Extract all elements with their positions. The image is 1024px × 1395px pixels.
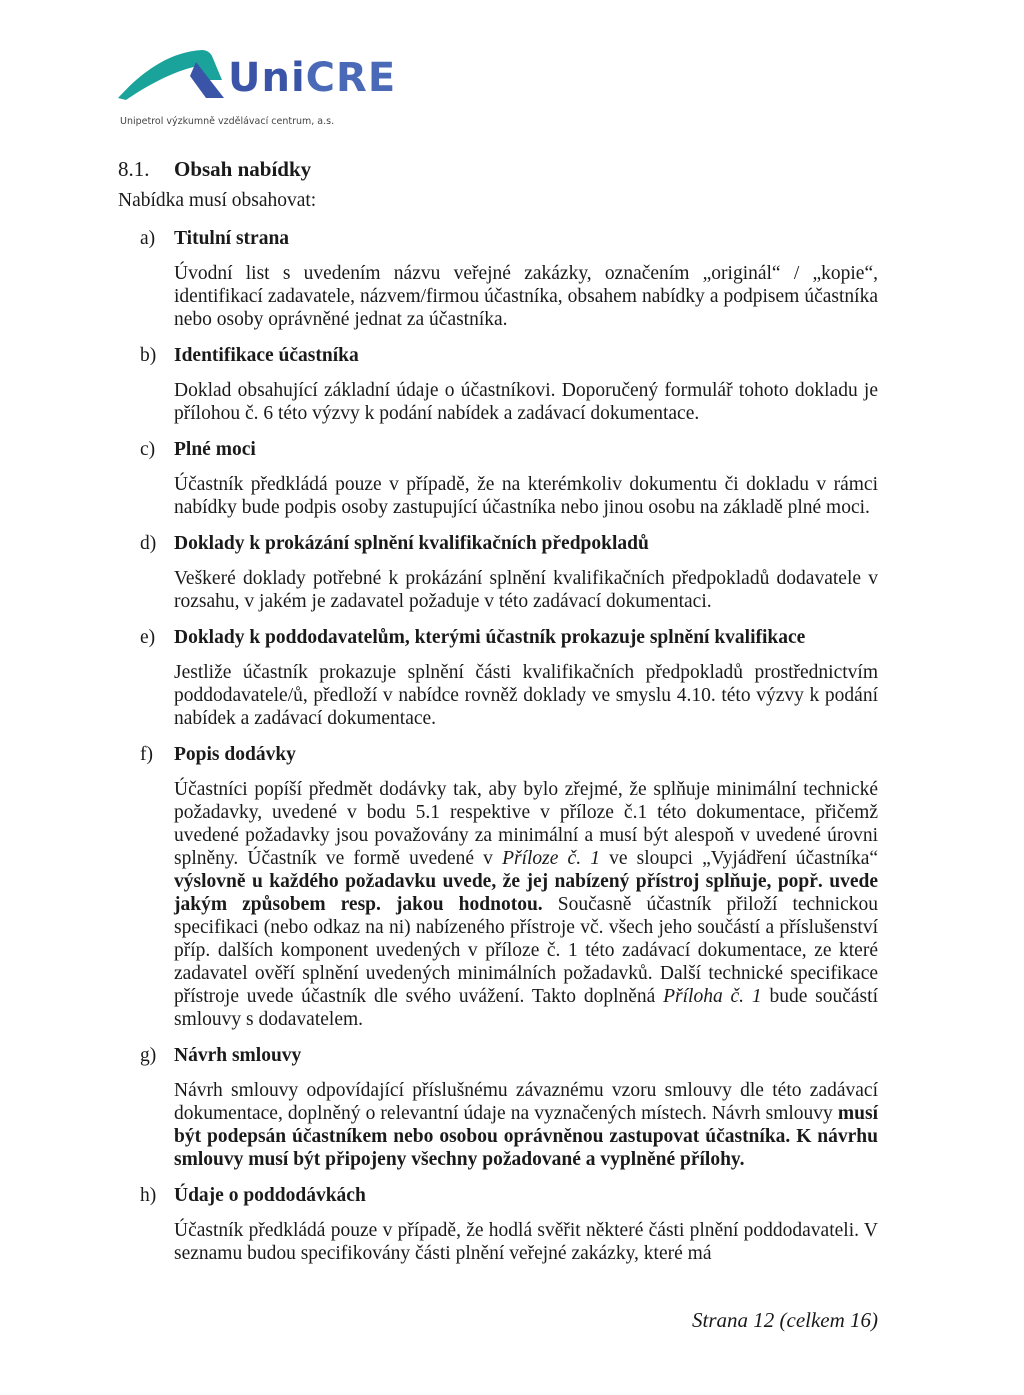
item-letter: a) xyxy=(140,228,156,249)
item-heading: c) Plné moci xyxy=(118,437,878,463)
list-item-d xyxy=(118,531,878,613)
list-item-a xyxy=(118,226,878,331)
item-body: Účastníci popíší předmět dodávky tak, aby bylo zřejmé, že splňuje minimální technické požadavky, uvedené v bodu 5.1 respektive v příloze č.1 této dokumentace, přičemž uvedené požadavky jsou považovány za minimální a musí být alespoň v uvedené úrovni splněny. Účastník ve formě uvedené v Příloze č. 1 ve sloupci „Vyjádření účastníka“ výslovně u každého požadavku uvede, že jej nabízený přístroj splňuje, popř. uvede jakým způsobem resp. jakou hodnotou. Současně účastník přiloží technickou specifikaci (nebo odkaz na ni) nabízeného přístroje vč. všech jeho součástí a příslušenství příp. dalších komponent uvedených v příloze č. 1 této zadávací dokumentace, ze které zadavatel ověří splnění uvedených minimálních požadavků. Další technické specifikace přístroje uvede účastník dle svého uvážení. Takto doplněná Příloha č. 1 bude součástí smlouvy s dodavatelem. xyxy=(174,779,878,1030)
item-heading: b) Identifikace účastníka xyxy=(118,343,878,369)
item-heading: a) Titulní strana xyxy=(118,226,878,252)
intro-text: Nabídka musí obsahovat: xyxy=(118,190,317,211)
list-item-g xyxy=(118,1043,878,1171)
item-body: Účastník předkládá pouze v případě, že na kterémkoliv dokumentu či dokladu v rámci nabídky bude podpis osoby zastupující účastníka nebo jinou osobu na základě plné moci. xyxy=(174,474,878,518)
document-content xyxy=(118,156,878,1265)
page-number: Strana 12 (celkem 16) xyxy=(692,1308,879,1332)
item-letter: e) xyxy=(140,627,156,648)
item-letter: g) xyxy=(140,1045,157,1066)
section-heading xyxy=(118,156,878,182)
item-letter: d) xyxy=(140,533,157,554)
list-item-h xyxy=(118,1183,878,1265)
list-item-e xyxy=(118,625,878,730)
item-letter: h) xyxy=(140,1185,157,1206)
logo-mark-icon xyxy=(118,46,228,102)
logo-wordmark: UniCRE xyxy=(228,55,397,101)
section-number: 8.1. xyxy=(118,157,150,181)
item-body: Veškeré doklady potřebné k prokázání splnění kvalifikačních předpokladů dodavatele v rozsahu, v jakém je zadavatel požaduje v této zadávací dokumentaci. xyxy=(174,568,878,612)
item-letter: f) xyxy=(140,744,153,765)
list-item-c xyxy=(118,437,878,519)
logo-subtitle: Unipetrol výzkumně vzdělávací centrum, a.s. xyxy=(120,116,335,127)
item-heading: g) Návrh smlouvy xyxy=(118,1043,878,1069)
item-body: Účastník předkládá pouze v případě, že hodlá svěřit některé části plnění poddodavateli. V seznamu budou specifikovány části plnění veřejné zakázky, které má xyxy=(174,1220,878,1264)
list-item-b xyxy=(118,343,878,425)
item-heading: e) Doklady k poddodavatelům, kterými účastník prokazuje splnění kvalifikace xyxy=(118,625,878,651)
item-heading: f) Popis dodávky xyxy=(118,742,878,768)
item-body: Návrh smlouvy odpovídající příslušnému závaznému vzoru smlouvy dle této zadávací dokumentace, doplněný o relevantní údaje na vyznačených místech. Návrh smlouvy musí být podepsán účastníkem nebo osobou oprávněnou zastupovat účastníka. K návrhu smlouvy musí být připojeny všechny požadované a vyplněné přílohy. xyxy=(174,1080,878,1170)
item-letter: c) xyxy=(140,439,156,460)
section-title: Obsah nabídky xyxy=(174,157,312,181)
unicre-logo xyxy=(118,46,438,126)
item-letter: b) xyxy=(140,345,157,366)
item-body: Jestliže účastník prokazuje splnění části kvalifikačních předpokladů prostřednictvím poddodavatele/ů, předloží v nabídce rovněž doklady ve smyslu 4.10. této výzvy k podání nabídek a zadávací dokumentace. xyxy=(174,662,878,729)
list-item-f xyxy=(118,742,878,1031)
item-body: Doklad obsahující základní údaje o účastníkovi. Doporučený formulář tohoto dokladu je přílohou č. 6 této výzvy k podání nabídek a zadávací dokumentace. xyxy=(174,380,878,424)
item-heading: d) Doklady k prokázání splnění kvalifikačních předpokladů xyxy=(118,531,878,557)
item-heading: h) Údaje o poddodávkách xyxy=(118,1183,878,1209)
item-body: Úvodní list s uvedením názvu veřejné zakázky, označením „originál“ / „kopie“, identifikací zadavatele, názvem/firmou účastníka, obsahem nabídky a podpisem účastníka nebo osoby oprávněné jednat za účastníka. xyxy=(174,263,878,330)
